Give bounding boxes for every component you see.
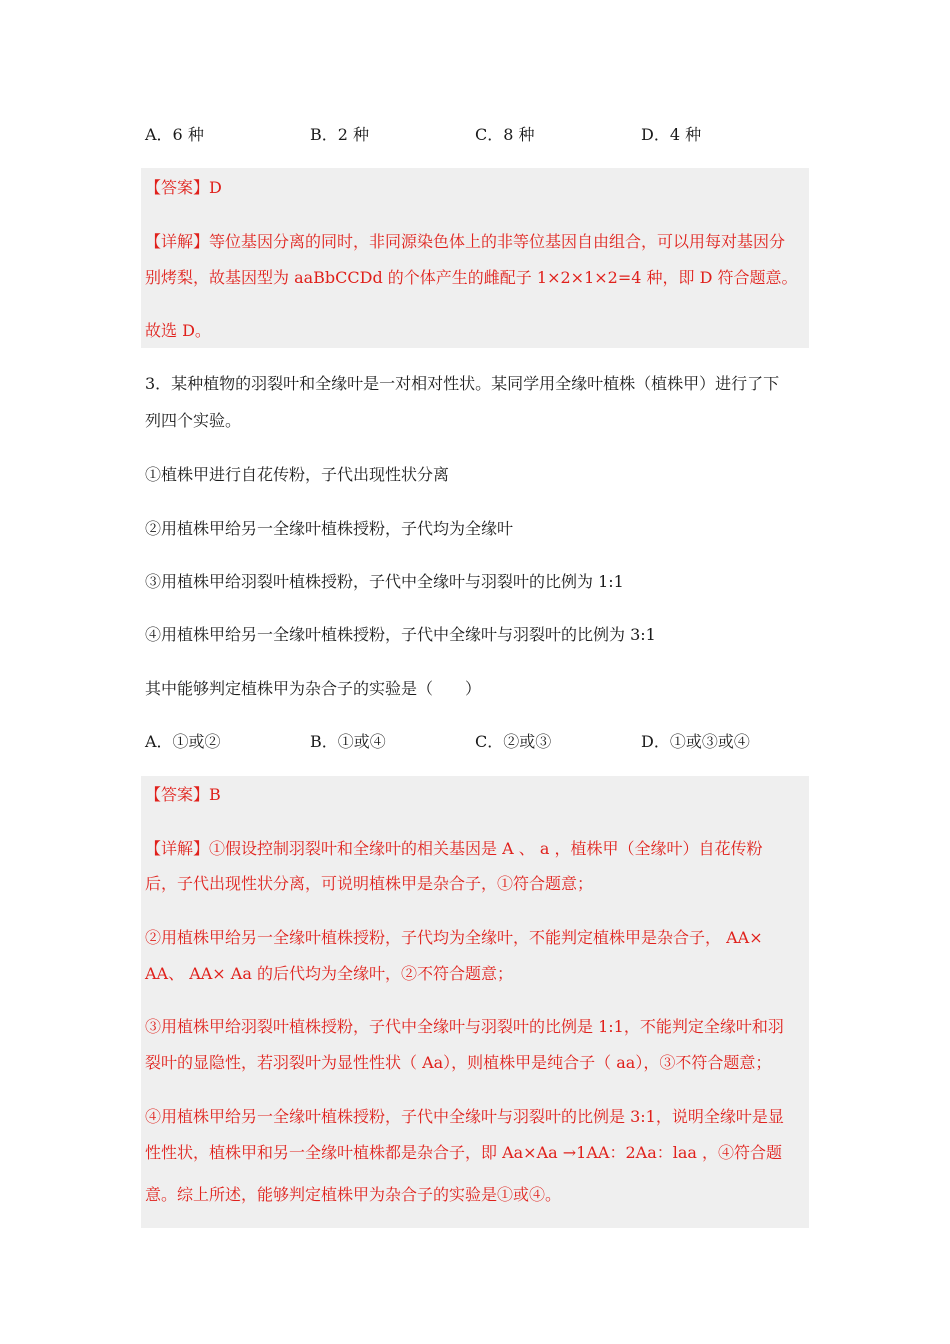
q3-option-b: B．①或④ bbox=[310, 732, 386, 751]
q3-answer-box bbox=[141, 776, 809, 1228]
q3-detail-line-3: ②用植株甲给另一全缘叶植株授粉，子代均为全缘叶，不能判定植株甲是杂合子， AA× bbox=[145, 928, 763, 947]
q3-detail-line-1: 【详解】①假设控制羽裂叶和全缘叶的相关基因是 A 、 a ，植株甲（全缘叶）自花传粉 bbox=[145, 839, 763, 858]
q3-option-d: D．①或③或④ bbox=[641, 732, 750, 751]
q2-option-d: D．4 种 bbox=[641, 125, 702, 144]
q2-detail-line-3: 故选 D。 bbox=[145, 321, 211, 340]
q3-options bbox=[145, 731, 815, 753]
q3-detail-line-5: ③用植株甲给羽裂叶植株授粉，子代中全缘叶与羽裂叶的比例是 1:1，不能判定全缘叶和羽 bbox=[145, 1017, 784, 1036]
q3-question: 其中能够判定植株甲为杂合子的实验是（ ） bbox=[145, 679, 482, 698]
q2-option-a: A．6 种 bbox=[145, 125, 204, 144]
q3-detail-line-6: 裂叶的显隐性，若羽裂叶为显性性状（ Aa），则植株甲是纯合子（ aa），③不符合题意； bbox=[145, 1053, 772, 1072]
q3-option-c: C．②或③ bbox=[475, 732, 552, 751]
q2-answer: 【答案】D bbox=[145, 178, 222, 197]
q2-detail-line-1: 【详解】等位基因分离的同时，非同源染色体上的非等位基因自由组合，可以用每对基因分 bbox=[145, 232, 786, 251]
q3-option-a: A．①或② bbox=[145, 732, 221, 751]
q2-options bbox=[145, 124, 815, 146]
q3-stem-line-2: 列四个实验。 bbox=[145, 411, 242, 430]
q2-option-b: B．2 种 bbox=[310, 125, 370, 144]
q2-detail-line-2: 别烤梨，故基因型为 aaBbCCDd 的个体产生的雌配子 1×2×1×2=4 种，即 D 符合题意。 bbox=[145, 268, 798, 287]
q3-experiment-2: ②用植株甲给另一全缘叶植株授粉，子代均为全缘叶 bbox=[145, 519, 514, 538]
q2-answer-box bbox=[141, 168, 809, 348]
q3-detail-line-8: 性性状，植株甲和另一全缘叶植株都是杂合子，即 Aa×Aa →1AA：2Aa：laa ，④符合题 bbox=[145, 1143, 783, 1162]
q3-detail-line-9: 意。综上所述，能够判定植株甲为杂合子的实验是①或④。 bbox=[145, 1185, 562, 1204]
q3-experiment-1: ①植株甲进行自花传粉，子代出现性状分离 bbox=[145, 465, 450, 484]
q3-answer: 【答案】B bbox=[145, 785, 221, 804]
q2-option-c: C．8 种 bbox=[475, 125, 535, 144]
q3-stem-line-1: 3．某种植物的羽裂叶和全缘叶是一对相对性状。某同学用全缘叶植株（植株甲）进行了下 bbox=[145, 374, 780, 393]
q3-experiment-3: ③用植株甲给羽裂叶植株授粉，子代中全缘叶与羽裂叶的比例为 1:1 bbox=[145, 572, 624, 591]
q3-experiment-4: ④用植株甲给另一全缘叶植株授粉，子代中全缘叶与羽裂叶的比例为 3:1 bbox=[145, 625, 656, 644]
q3-detail-line-7: ④用植株甲给另一全缘叶植株授粉，子代中全缘叶与羽裂叶的比例是 3:1，说明全缘叶是显 bbox=[145, 1107, 784, 1126]
q3-detail-line-4: AA、 AA× Aa 的后代均为全缘叶，②不符合题意； bbox=[145, 964, 513, 983]
q3-detail-line-2: 后，子代出现性状分离，可说明植株甲是杂合子，①符合题意； bbox=[145, 874, 594, 893]
